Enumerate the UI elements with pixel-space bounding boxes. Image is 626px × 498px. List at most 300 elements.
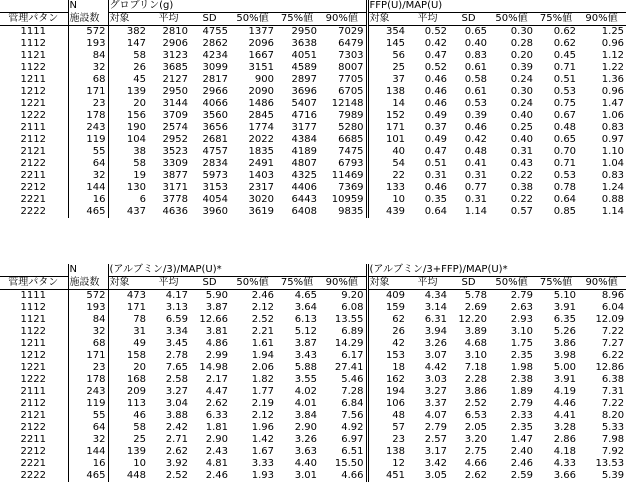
- data-cell[interactable]: 409: [367, 290, 407, 303]
- data-cell[interactable]: 4.19: [553, 386, 577, 397]
- data-cell[interactable]: 5407: [291, 98, 317, 109]
- data-cell[interactable]: 2.38: [510, 374, 534, 385]
- data-cell[interactable]: 7475: [338, 146, 364, 157]
- column-header-13[interactable]: 90%値: [578, 13, 626, 26]
- data-cell[interactable]: 9.20: [341, 290, 364, 301]
- data-cell[interactable]: 7.27: [601, 338, 625, 349]
- column-header-11[interactable]: 50%値: [489, 13, 535, 26]
- data-cell[interactable]: 3560: [202, 110, 228, 121]
- data-cell[interactable]: 1.75: [510, 338, 534, 349]
- data-cell[interactable]: 0.51: [424, 158, 448, 169]
- data-cell[interactable]: 209: [108, 386, 148, 398]
- data-cell[interactable]: 3.43: [294, 350, 317, 361]
- data-cell[interactable]: 6443: [291, 194, 317, 205]
- data-cell[interactable]: 4.46: [553, 398, 577, 409]
- data-cell[interactable]: 15.50: [334, 458, 364, 469]
- data-cell[interactable]: 6793: [338, 158, 364, 169]
- pattern-cell[interactable]: 1212: [20, 86, 46, 97]
- data-cell[interactable]: 3709: [162, 110, 188, 121]
- column-header-4[interactable]: SD: [190, 277, 230, 290]
- data-cell[interactable]: 0.24: [510, 74, 534, 85]
- data-cell[interactable]: 3.92: [165, 458, 188, 469]
- data-cell[interactable]: 7705: [338, 74, 364, 85]
- data-cell[interactable]: 0.46: [424, 182, 448, 193]
- data-cell[interactable]: 0.39: [464, 110, 488, 121]
- data-cell[interactable]: 0.31: [424, 170, 448, 181]
- data-cell[interactable]: 158: [108, 350, 148, 362]
- data-cell[interactable]: 0.53: [553, 86, 577, 97]
- data-cell[interactable]: 152: [367, 110, 407, 122]
- data-cell[interactable]: 0.52: [424, 62, 448, 73]
- data-cell[interactable]: 10: [367, 194, 407, 206]
- data-cell[interactable]: 3.64: [294, 302, 317, 313]
- data-cell[interactable]: 3.14: [424, 302, 448, 313]
- data-cell[interactable]: 55: [68, 146, 108, 158]
- data-cell[interactable]: 0.71: [553, 158, 577, 169]
- data-cell[interactable]: 5.78: [464, 290, 488, 301]
- data-cell[interactable]: 6.51: [341, 446, 364, 457]
- pattern-cell[interactable]: 2211: [20, 170, 46, 181]
- data-cell[interactable]: 1.42: [251, 434, 274, 445]
- data-cell[interactable]: 3.86: [553, 338, 577, 349]
- data-cell[interactable]: 2897: [291, 74, 317, 85]
- data-cell[interactable]: 3.55: [294, 374, 317, 385]
- column-header-11[interactable]: 50%値: [489, 277, 535, 290]
- data-cell[interactable]: 2.12: [251, 410, 274, 421]
- data-cell[interactable]: 3020: [248, 194, 274, 205]
- data-cell[interactable]: 20: [108, 362, 148, 374]
- data-cell[interactable]: 133: [367, 182, 407, 194]
- data-cell[interactable]: 20: [108, 98, 148, 110]
- data-cell[interactable]: 2317: [248, 182, 274, 193]
- data-cell[interactable]: 19: [108, 170, 148, 182]
- data-cell[interactable]: 3.66: [553, 470, 577, 481]
- data-cell[interactable]: 0.75: [553, 98, 577, 109]
- data-cell[interactable]: 7.98: [601, 434, 625, 445]
- data-cell[interactable]: 3.98: [553, 350, 577, 361]
- data-cell[interactable]: 6.53: [464, 410, 488, 421]
- data-cell[interactable]: 2.12: [251, 302, 274, 313]
- data-cell[interactable]: 12.66: [199, 314, 228, 325]
- data-cell[interactable]: 4.17: [165, 290, 188, 301]
- column-header-5[interactable]: 50%値: [230, 13, 276, 26]
- data-cell[interactable]: 2491: [248, 158, 274, 169]
- data-cell[interactable]: 10: [108, 458, 148, 470]
- data-cell[interactable]: 4.65: [294, 290, 317, 301]
- data-cell[interactable]: 0.35: [424, 194, 448, 205]
- data-cell[interactable]: 113: [108, 398, 148, 410]
- data-cell[interactable]: 55: [68, 410, 108, 422]
- data-cell[interactable]: 1.10: [601, 146, 625, 157]
- data-cell[interactable]: 23: [367, 434, 407, 446]
- data-cell[interactable]: 5.12: [294, 326, 317, 337]
- data-cell[interactable]: 4234: [202, 50, 228, 61]
- data-cell[interactable]: 171: [108, 302, 148, 314]
- data-cell[interactable]: 2.71: [165, 434, 188, 445]
- data-cell[interactable]: 5.26: [553, 326, 577, 337]
- data-cell[interactable]: 1.61: [251, 338, 274, 349]
- data-cell[interactable]: 0.49: [424, 134, 448, 145]
- data-cell[interactable]: 5.90: [205, 290, 228, 301]
- pattern-cell[interactable]: 1122: [20, 62, 46, 73]
- data-cell[interactable]: 2.75: [464, 446, 488, 457]
- data-cell[interactable]: 0.20: [510, 50, 534, 61]
- data-cell[interactable]: 2.46: [205, 470, 228, 481]
- data-cell[interactable]: 2.93: [510, 314, 534, 325]
- data-cell[interactable]: 2.90: [205, 434, 228, 445]
- data-cell[interactable]: 6.84: [341, 398, 364, 409]
- column-header-10[interactable]: SD: [449, 277, 489, 290]
- data-cell[interactable]: 119: [68, 398, 108, 410]
- data-cell[interactable]: 168: [108, 374, 148, 386]
- column-header-9[interactable]: 平均: [407, 277, 449, 290]
- data-cell[interactable]: 1403: [248, 170, 274, 181]
- data-cell[interactable]: 2022: [248, 134, 274, 145]
- column-header-7[interactable]: 90%値: [319, 13, 367, 26]
- data-cell[interactable]: 0.83: [464, 50, 488, 61]
- data-cell[interactable]: 7.18: [464, 362, 488, 373]
- pattern-cell[interactable]: 1221: [20, 98, 46, 109]
- data-cell[interactable]: 14.98: [199, 362, 228, 373]
- data-cell[interactable]: 7.92: [601, 446, 625, 457]
- data-cell[interactable]: 0.62: [553, 38, 577, 49]
- data-cell[interactable]: 6685: [338, 134, 364, 145]
- group-header-blank[interactable]: [0, 0, 68, 13]
- data-cell[interactable]: 3171: [162, 182, 188, 193]
- data-cell[interactable]: 2.62: [205, 398, 228, 409]
- data-cell[interactable]: 14.29: [334, 338, 364, 349]
- data-cell[interactable]: 23: [68, 362, 108, 374]
- data-cell[interactable]: 3.05: [424, 470, 448, 481]
- data-cell[interactable]: 3.03: [424, 374, 448, 385]
- data-cell[interactable]: 3.89: [464, 326, 488, 337]
- data-cell[interactable]: 7.65: [165, 362, 188, 373]
- data-cell[interactable]: 0.48: [553, 122, 577, 133]
- data-cell[interactable]: 0.57: [510, 206, 534, 217]
- data-cell[interactable]: 38: [108, 146, 148, 158]
- data-cell[interactable]: 2.33: [510, 410, 534, 421]
- pattern-cell[interactable]: 2212: [20, 182, 46, 193]
- column-header-5[interactable]: 50%値: [230, 277, 276, 290]
- column-header-1[interactable]: 施設数: [68, 13, 108, 26]
- data-cell[interactable]: 0.58: [464, 74, 488, 85]
- data-cell[interactable]: 32: [68, 62, 108, 74]
- data-cell[interactable]: 2.78: [165, 350, 188, 361]
- data-cell[interactable]: 465: [68, 206, 108, 218]
- data-cell[interactable]: 0.52: [424, 26, 448, 37]
- data-cell[interactable]: 3.34: [165, 326, 188, 337]
- data-cell[interactable]: 2906: [162, 38, 188, 49]
- data-cell[interactable]: 2.28: [464, 374, 488, 385]
- pattern-cell[interactable]: 2212: [20, 446, 46, 457]
- data-cell[interactable]: 7369: [338, 182, 364, 193]
- data-cell[interactable]: 3.42: [424, 458, 448, 469]
- data-cell[interactable]: 3.88: [165, 410, 188, 421]
- column-header-0[interactable]: 管理パタン: [0, 277, 68, 290]
- data-cell[interactable]: 4066: [202, 98, 228, 109]
- pattern-cell[interactable]: 2122: [20, 158, 46, 169]
- data-cell[interactable]: 4757: [202, 146, 228, 157]
- pattern-cell[interactable]: 1121: [20, 314, 46, 325]
- data-cell[interactable]: 1.14: [601, 206, 625, 217]
- data-cell[interactable]: 64: [68, 158, 108, 170]
- data-cell[interactable]: 4325: [291, 170, 317, 181]
- pattern-cell[interactable]: 1212: [20, 350, 46, 361]
- data-cell[interactable]: 3.20: [464, 434, 488, 445]
- data-cell[interactable]: 1.82: [251, 374, 274, 385]
- data-cell[interactable]: 1.47: [601, 98, 625, 109]
- data-cell[interactable]: 3.27: [165, 386, 188, 397]
- data-cell[interactable]: 6.33: [205, 410, 228, 421]
- data-cell[interactable]: 0.51: [553, 74, 577, 85]
- data-cell[interactable]: 7989: [338, 110, 364, 121]
- data-cell[interactable]: 147: [108, 38, 148, 50]
- data-cell[interactable]: 0.22: [510, 170, 534, 181]
- data-cell[interactable]: 3.13: [165, 302, 188, 313]
- data-cell[interactable]: 84: [68, 50, 108, 62]
- data-cell[interactable]: 2127: [162, 74, 188, 85]
- data-cell[interactable]: 25: [367, 62, 407, 74]
- data-cell[interactable]: 2.62: [464, 470, 488, 481]
- data-cell[interactable]: 1.24: [601, 182, 625, 193]
- data-cell[interactable]: 2.57: [424, 434, 448, 445]
- data-cell[interactable]: 3.27: [424, 386, 448, 397]
- data-cell[interactable]: 139: [108, 86, 148, 98]
- data-cell[interactable]: 4384: [291, 134, 317, 145]
- data-cell[interactable]: 6.04: [601, 302, 625, 313]
- data-cell[interactable]: 3696: [291, 86, 317, 97]
- data-cell[interactable]: 32: [68, 170, 108, 182]
- data-cell[interactable]: 7.22: [601, 398, 625, 409]
- data-cell[interactable]: 3778: [162, 194, 188, 205]
- data-cell[interactable]: 42: [367, 338, 407, 350]
- group-header-left[interactable]: (アルブミン/3)/MAP(U)*: [108, 264, 367, 277]
- data-cell[interactable]: 0.96: [601, 86, 625, 97]
- data-cell[interactable]: 3153: [202, 182, 228, 193]
- data-cell[interactable]: 6.13: [294, 314, 317, 325]
- data-cell[interactable]: 58: [108, 158, 148, 170]
- data-cell[interactable]: 0.83: [601, 122, 625, 133]
- data-cell[interactable]: 4.40: [294, 458, 317, 469]
- data-cell[interactable]: 0.97: [601, 134, 625, 145]
- data-cell[interactable]: 900: [254, 74, 274, 85]
- data-cell[interactable]: 2834: [202, 158, 228, 169]
- data-cell[interactable]: 2817: [202, 74, 228, 85]
- data-cell[interactable]: 0.48: [464, 146, 488, 157]
- column-header-9[interactable]: 平均: [407, 13, 449, 26]
- data-cell[interactable]: 56: [367, 50, 407, 62]
- data-cell[interactable]: 12: [367, 458, 407, 470]
- data-cell[interactable]: 3.87: [205, 302, 228, 313]
- data-cell[interactable]: 6.38: [601, 374, 625, 385]
- data-cell[interactable]: 5280: [338, 122, 364, 133]
- data-cell[interactable]: 4.02: [294, 386, 317, 397]
- data-cell[interactable]: 0.24: [510, 98, 534, 109]
- data-cell[interactable]: 0.30: [510, 26, 534, 37]
- data-cell[interactable]: 2.86: [553, 434, 577, 445]
- data-cell[interactable]: 3685: [162, 62, 188, 73]
- data-cell[interactable]: 2966: [202, 86, 228, 97]
- data-cell[interactable]: 101: [367, 134, 407, 146]
- data-cell[interactable]: 3960: [202, 206, 228, 217]
- data-cell[interactable]: 5.39: [601, 470, 625, 481]
- data-cell[interactable]: 4051: [291, 50, 317, 61]
- data-cell[interactable]: 1.94: [251, 350, 274, 361]
- data-cell[interactable]: 3.04: [165, 398, 188, 409]
- data-cell[interactable]: 171: [68, 86, 108, 98]
- data-cell[interactable]: 0.64: [553, 194, 577, 205]
- data-cell[interactable]: 2.79: [424, 422, 448, 433]
- pattern-cell[interactable]: 2112: [20, 398, 46, 409]
- data-cell[interactable]: 0.42: [424, 38, 448, 49]
- data-cell[interactable]: 58: [108, 50, 148, 62]
- data-cell[interactable]: 3144: [162, 98, 188, 109]
- data-cell[interactable]: 1.22: [601, 62, 625, 73]
- data-cell[interactable]: 2862: [202, 38, 228, 49]
- data-cell[interactable]: 8007: [338, 62, 364, 73]
- data-cell[interactable]: 0.70: [553, 146, 577, 157]
- column-header-12[interactable]: 75%値: [535, 277, 578, 290]
- data-cell[interactable]: 2.63: [510, 302, 534, 313]
- data-cell[interactable]: 190: [108, 122, 148, 134]
- data-cell[interactable]: 162: [367, 374, 407, 386]
- data-cell[interactable]: 4.68: [464, 338, 488, 349]
- data-cell[interactable]: 0.46: [424, 98, 448, 109]
- data-cell[interactable]: 2.40: [510, 446, 534, 457]
- column-header-4[interactable]: SD: [190, 13, 230, 26]
- data-cell[interactable]: 46: [108, 410, 148, 422]
- data-cell[interactable]: 0.38: [510, 182, 534, 193]
- data-cell[interactable]: 0.40: [510, 134, 534, 145]
- data-cell[interactable]: 0.31: [464, 194, 488, 205]
- data-cell[interactable]: 119: [68, 134, 108, 146]
- data-cell[interactable]: 7.56: [341, 410, 364, 421]
- data-cell[interactable]: 4.07: [424, 410, 448, 421]
- pattern-cell[interactable]: 1211: [20, 74, 46, 85]
- data-cell[interactable]: 6.97: [341, 434, 364, 445]
- data-cell[interactable]: 4.18: [553, 446, 577, 457]
- data-cell[interactable]: 3.17: [424, 446, 448, 457]
- data-cell[interactable]: 473: [108, 290, 148, 303]
- data-cell[interactable]: 572: [68, 290, 108, 303]
- data-cell[interactable]: 2.58: [165, 374, 188, 385]
- data-cell[interactable]: 2096: [248, 38, 274, 49]
- data-cell[interactable]: 0.30: [510, 86, 534, 97]
- data-cell[interactable]: 12.86: [595, 362, 625, 373]
- data-cell[interactable]: 49: [108, 338, 148, 350]
- data-cell[interactable]: 5.88: [294, 362, 317, 373]
- data-cell[interactable]: 0.61: [464, 62, 488, 73]
- data-cell[interactable]: 3877: [162, 170, 188, 181]
- data-cell[interactable]: 0.64: [424, 206, 448, 217]
- column-header-0[interactable]: 管理パタン: [0, 13, 68, 26]
- data-cell[interactable]: 3.26: [424, 338, 448, 349]
- data-cell[interactable]: 1.81: [205, 422, 228, 433]
- data-cell[interactable]: 4.41: [553, 410, 577, 421]
- pattern-cell[interactable]: 2122: [20, 422, 46, 433]
- data-cell[interactable]: 0.46: [424, 86, 448, 97]
- data-cell[interactable]: 3309: [162, 158, 188, 169]
- data-cell[interactable]: 0.61: [464, 86, 488, 97]
- data-cell[interactable]: 2.35: [510, 422, 534, 433]
- data-cell[interactable]: 5.10: [553, 290, 577, 301]
- data-cell[interactable]: 54: [367, 158, 407, 170]
- data-cell[interactable]: 58: [108, 422, 148, 434]
- data-cell[interactable]: 4807: [291, 158, 317, 169]
- data-cell[interactable]: 2681: [202, 134, 228, 145]
- data-cell[interactable]: 4716: [291, 110, 317, 121]
- data-cell[interactable]: 0.46: [424, 74, 448, 85]
- data-cell[interactable]: 10959: [331, 194, 364, 205]
- data-cell[interactable]: 18: [367, 362, 407, 374]
- data-cell[interactable]: 0.42: [464, 134, 488, 145]
- data-cell[interactable]: 57: [367, 422, 407, 434]
- data-cell[interactable]: 9835: [338, 206, 364, 217]
- data-cell[interactable]: 3.84: [294, 410, 317, 421]
- data-cell[interactable]: 3.10: [510, 326, 534, 337]
- data-cell[interactable]: 3.01: [294, 470, 317, 481]
- data-cell[interactable]: 2.52: [464, 398, 488, 409]
- data-cell[interactable]: 3.45: [165, 338, 188, 349]
- pattern-cell[interactable]: 2211: [20, 434, 46, 445]
- data-cell[interactable]: 4.47: [205, 386, 228, 397]
- data-cell[interactable]: 1.04: [601, 158, 625, 169]
- data-cell[interactable]: 4755: [202, 26, 228, 37]
- data-cell[interactable]: 37: [367, 74, 407, 86]
- data-cell[interactable]: 2952: [162, 134, 188, 145]
- pattern-cell[interactable]: 1222: [20, 374, 46, 385]
- data-cell[interactable]: 138: [367, 446, 407, 458]
- data-cell[interactable]: 16: [68, 458, 108, 470]
- data-cell[interactable]: 159: [367, 302, 407, 314]
- data-cell[interactable]: 1.36: [601, 74, 625, 85]
- data-cell[interactable]: 26: [367, 326, 407, 338]
- data-cell[interactable]: 16: [68, 194, 108, 206]
- group-header-left[interactable]: グロブリン(g): [108, 0, 367, 13]
- data-cell[interactable]: 1.89: [510, 386, 534, 397]
- column-header-1[interactable]: 施設数: [68, 277, 108, 290]
- data-cell[interactable]: 0.47: [424, 50, 448, 61]
- group-header-right[interactable]: (アルブミン/3+FFP)/MAP(U)*: [367, 264, 626, 277]
- data-cell[interactable]: 32: [68, 326, 108, 338]
- data-cell[interactable]: 171: [68, 350, 108, 362]
- data-cell[interactable]: 2.99: [205, 350, 228, 361]
- data-cell[interactable]: 193: [68, 302, 108, 314]
- data-cell[interactable]: 0.31: [464, 170, 488, 181]
- data-cell[interactable]: 0.78: [553, 182, 577, 193]
- data-cell[interactable]: 26: [108, 62, 148, 74]
- data-cell[interactable]: 178: [68, 110, 108, 122]
- data-cell[interactable]: 0.40: [464, 38, 488, 49]
- data-cell[interactable]: 2.43: [205, 446, 228, 457]
- data-cell[interactable]: 32: [68, 434, 108, 446]
- pattern-cell[interactable]: 1111: [20, 290, 46, 301]
- data-cell[interactable]: 3151: [248, 62, 274, 73]
- data-cell[interactable]: 6.35: [553, 314, 577, 325]
- data-cell[interactable]: 194: [367, 386, 407, 398]
- data-cell[interactable]: 2810: [162, 26, 188, 37]
- pattern-cell[interactable]: 2111: [20, 122, 46, 133]
- data-cell[interactable]: 13.55: [334, 314, 364, 325]
- data-cell[interactable]: 6408: [291, 206, 317, 217]
- data-cell[interactable]: 178: [68, 374, 108, 386]
- data-cell[interactable]: 439: [367, 206, 407, 218]
- data-cell[interactable]: 437: [108, 206, 148, 218]
- data-cell[interactable]: 12.20: [458, 314, 488, 325]
- column-header-8[interactable]: 対象: [367, 277, 407, 290]
- data-cell[interactable]: 4.81: [205, 458, 228, 469]
- data-cell[interactable]: 2090: [248, 86, 274, 97]
